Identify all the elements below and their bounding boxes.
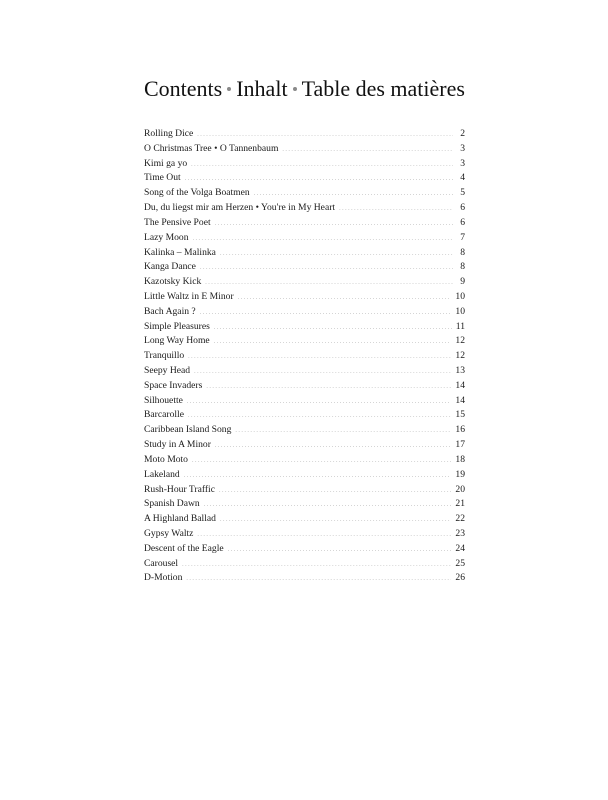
toc-entry-title: Descent of the Eagle — [144, 542, 224, 554]
toc-entry-title: O Christmas Tree • O Tannenbaum — [144, 142, 279, 154]
dot-leader — [339, 201, 453, 216]
dot-leader — [220, 512, 451, 527]
dot-leader — [200, 260, 453, 275]
dot-leader — [219, 483, 451, 498]
dot-leader — [282, 142, 453, 157]
toc-entry — [144, 408, 465, 423]
title-inhalt: Inhalt — [236, 76, 288, 101]
toc-entry-title: Rolling Dice — [144, 128, 194, 139]
toc-entry — [144, 320, 465, 335]
toc-entry-title: Kimi ga yo — [144, 157, 188, 169]
dot-leader — [185, 171, 453, 186]
toc-entry — [144, 497, 465, 512]
toc-entry-title: Barcarolle — [144, 409, 184, 421]
toc-entry-page-number: 12 — [455, 350, 465, 362]
toc-entry-title: Gypsy Waltz — [144, 527, 194, 539]
toc-entry-page-number: 26 — [455, 572, 465, 584]
toc-entry-page-number: 22 — [455, 513, 465, 525]
toc-entry — [144, 349, 465, 364]
toc-entry-title: Kalinka – Malinka — [144, 246, 216, 258]
toc-entry — [144, 305, 465, 320]
toc-entry — [144, 334, 465, 349]
toc-entry — [144, 364, 465, 379]
toc-entry-title: Tranquillo — [144, 350, 185, 362]
dot-leader — [194, 364, 451, 379]
toc-entry-title: Study in A Minor — [144, 439, 211, 451]
toc-entry — [144, 468, 465, 483]
toc-entry — [144, 157, 465, 172]
toc-entry-page-number: 12 — [455, 335, 465, 347]
toc-entry — [144, 186, 465, 201]
dot-leader — [215, 216, 453, 231]
toc-entry-page-number: 5 — [460, 187, 465, 199]
dot-leader — [228, 542, 452, 557]
toc-entry — [144, 231, 465, 246]
toc-entry-page-number: 2 — [460, 128, 465, 139]
dot-leader — [206, 379, 451, 394]
toc-entry — [144, 512, 465, 527]
toc-entry-title: Simple Pleasures — [144, 320, 210, 332]
toc-entry — [144, 557, 465, 572]
toc-entry-page-number: 18 — [455, 453, 465, 465]
toc-entry-page-number: 14 — [455, 379, 465, 391]
toc-entry-page-number: 10 — [455, 290, 465, 302]
toc-entry-title: Seepy Head — [144, 365, 191, 376]
dot-leader — [187, 394, 452, 409]
toc-entry — [144, 542, 465, 557]
toc-entry-title: The Pensive Poet — [144, 216, 211, 228]
dot-leader — [214, 320, 452, 335]
bullet-separator — [293, 87, 297, 91]
toc-entry-page-number: 9 — [460, 276, 465, 288]
toc-entry-page-number: 19 — [455, 468, 465, 480]
toc-entry-title: Du, du liegst mir am Herzen • You're in My Heart — [144, 202, 336, 214]
toc-entry-page-number: 17 — [455, 439, 465, 451]
toc-entry-title: Long Way Home — [144, 335, 210, 347]
toc-entry-page-number: 13 — [455, 365, 465, 376]
toc-entry-page-number: 23 — [455, 527, 465, 539]
toc-entry-title: D-Motion — [144, 572, 183, 584]
toc-entry-title: Space Invaders — [144, 379, 203, 391]
toc-entry-title: Time Out — [144, 172, 181, 184]
toc-entry-page-number: 11 — [455, 320, 465, 332]
dot-leader — [197, 127, 453, 142]
toc-entry — [144, 394, 465, 409]
table-of-contents — [144, 127, 465, 586]
toc-entry-title: Kazotsky Kick — [144, 276, 202, 288]
toc-entry — [144, 216, 465, 231]
dot-leader — [205, 275, 453, 290]
dot-leader — [214, 334, 452, 349]
toc-entry-title: Caribbean Island Song — [144, 424, 232, 436]
toc-entry — [144, 171, 465, 186]
bullet-separator — [227, 87, 231, 91]
toc-entry — [144, 201, 465, 216]
toc-entry-page-number: 8 — [460, 246, 465, 258]
toc-entry-page-number: 8 — [460, 261, 465, 273]
dot-leader — [235, 423, 451, 438]
dot-leader — [188, 408, 451, 423]
toc-entry-page-number: 4 — [460, 172, 465, 184]
toc-entry-title: Spanish Dawn — [144, 498, 200, 510]
toc-entry — [144, 127, 465, 142]
dot-leader — [197, 527, 451, 542]
toc-entry-title: Rush-Hour Traffic — [144, 483, 215, 495]
toc-entry — [144, 246, 465, 261]
title-table-des-matieres: Table des matières — [301, 76, 465, 101]
dot-leader — [192, 453, 451, 468]
toc-entry-title: Silhouette — [144, 394, 183, 406]
toc-entry — [144, 379, 465, 394]
toc-entry-title: Moto Moto — [144, 453, 188, 465]
toc-entry-page-number: 14 — [455, 394, 465, 406]
toc-entry-page-number: 25 — [455, 557, 465, 569]
toc-entry-page-number: 6 — [460, 202, 465, 214]
toc-entry-page-number: 6 — [460, 216, 465, 228]
dot-leader — [184, 468, 452, 483]
toc-entry-title: Kanga Dance — [144, 261, 196, 273]
toc-entry — [144, 483, 465, 498]
toc-entry-page-number: 7 — [460, 231, 465, 243]
dot-leader — [182, 557, 451, 572]
toc-entry-page-number: 3 — [460, 157, 465, 169]
toc-entry — [144, 571, 465, 586]
page-title — [144, 72, 484, 106]
toc-entry — [144, 260, 465, 275]
dot-leader — [215, 438, 452, 453]
toc-entry-title: Lakeland — [144, 468, 180, 480]
toc-entry-page-number: 24 — [455, 542, 465, 554]
toc-entry-page-number: 20 — [455, 483, 465, 495]
dot-leader — [188, 349, 451, 364]
toc-entry-title: Lazy Moon — [144, 231, 189, 243]
toc-entry — [144, 438, 465, 453]
toc-entry-title: Little Waltz in E Minor — [144, 290, 234, 302]
toc-entry — [144, 290, 465, 305]
dot-leader — [186, 571, 451, 586]
toc-entry-page-number: 21 — [455, 498, 465, 510]
dot-leader — [191, 157, 453, 172]
toc-entry-page-number: 15 — [455, 409, 465, 421]
dot-leader — [254, 186, 453, 201]
dot-leader — [193, 231, 454, 246]
toc-entry-title: Song of the Volga Boatmen — [144, 187, 250, 199]
dot-leader — [200, 305, 452, 320]
toc-entry-page-number: 16 — [455, 424, 465, 436]
toc-entry — [144, 275, 465, 290]
toc-entry — [144, 527, 465, 542]
title-contents: Contents — [144, 76, 223, 101]
toc-entry-page-number: 10 — [455, 305, 465, 317]
toc-entry-title: Carousel — [144, 557, 179, 569]
dot-leader — [220, 246, 453, 261]
toc-entry-title: A Highland Ballad — [144, 513, 216, 525]
toc-entry — [144, 423, 465, 438]
toc-entry — [144, 453, 465, 468]
toc-entry-page-number: 3 — [460, 142, 465, 154]
dot-leader — [238, 290, 452, 305]
toc-entry — [144, 142, 465, 157]
toc-entry-title: Bach Again ? — [144, 305, 196, 317]
dot-leader — [204, 497, 452, 512]
